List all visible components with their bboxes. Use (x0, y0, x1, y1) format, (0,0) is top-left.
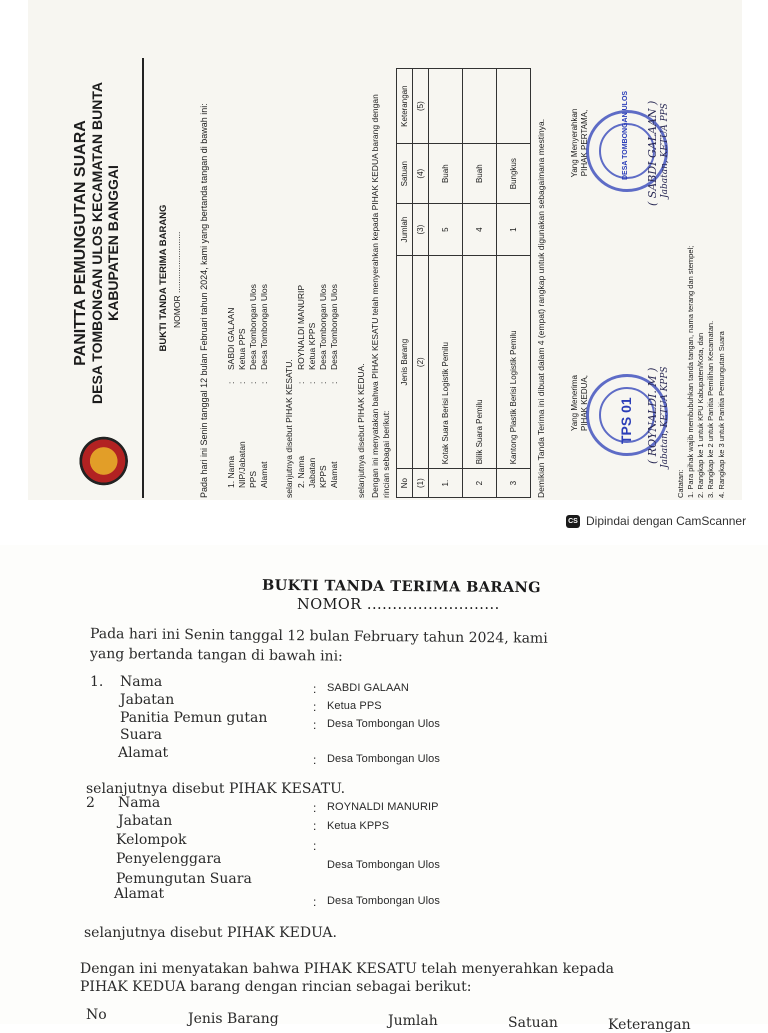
notes-section: Catatan: 1. Para pihak wajib membubuhkan tanda tangan, nama terang dan stempel; 2. Rangkap ke 1 untuk KPU Kabupaten/Kota, dan 3. Rangkap ke 2 untuk Panitia Pemilihan Kecamatan. 4. Rangkap ke 3 untuk Panitia Pemungutan Suara (676, 245, 726, 498)
giver-name: ( SABDI GALAAN ) (646, 100, 659, 206)
closing-paragraph: Demikian Tanda Terima ini dibuat dalam 4 (empat) rangkap untuk digunakan sebagaimana mestinya. (536, 118, 546, 498)
intro-line-2: yang bertanda tangan di bawah ini: (89, 646, 343, 665)
document-title: BUKTI TANDA TERIMA BARANG (158, 204, 169, 352)
recipient-role: Jabatan, KETUA KPPS (660, 366, 670, 468)
party-one-designation-large: selanjutnya disebut PIHAK KESATU. (86, 781, 346, 797)
value-alamat-2: Desa Tombongan Ulos (327, 895, 440, 907)
value-jabatan-2: Ketua KPPS (327, 820, 390, 832)
camscanner-watermark (566, 511, 746, 531)
document-number-large: NOMOR .......................... (297, 597, 500, 613)
camscanner-label: Dipindai dengan CamScanner (586, 514, 747, 528)
party-two-number: 2 (86, 795, 95, 811)
label-nama-2: Nama (118, 795, 161, 811)
tps-stamp-text: TPS 01 (618, 397, 634, 444)
document-number: NOMOR .......................... (172, 231, 182, 328)
party-two-fields: 2. Nama : ROYNALDI MANURIP Jabatan : Ketua KPPS KPPS : Desa Tombongan Ulos Alamat : Desa Tombongan Ulos (296, 284, 340, 488)
value-nama-1: SABDI GALAAN (327, 682, 409, 694)
table-header-keterangan: Keterangan (608, 1017, 691, 1033)
label-panitia-1: Panitia Pemun gutan (120, 710, 268, 726)
value-nama-2: ROYNALDI MANURIP (327, 801, 439, 813)
party-one-number: 1. (90, 674, 104, 690)
table-header-jenis: Jenis Barang (188, 1011, 279, 1027)
kpu-logo-icon (74, 436, 128, 486)
value-alamat-1: Desa Tombongan Ulos (327, 753, 440, 765)
label-pemungutan-2: Pemungutan Suara (116, 871, 252, 887)
enlarged-page: BUKTI TANDA TERIMA BARANG NOMOR .......................... Pada hari ini Senin tanggal 12 bulan February tahun 2024, kami yang bertanda tangan di bawah ini: 1. Nama Jabatan Panitia Pemun gutan Suara Alamat : : : : SABDI GALAAN Ketua PPS Desa Tombongan Ulos Desa Tombongan Ulos selanjutnya disebut PIHAK KESATU. 2 Nama Jabatan Kelompok Penyelenggara Pemungutan Suara Alamat : : : : ROYNALDI MANURIP Ketua KPPS Desa Tombongan Ulos Desa Tombongan Ulos selanjutnya disebut PIHAK KEDUA. Dengan ini menyatakan bahwa PIHAK KESATU telah menyerahkan kepada PIHAK KEDUA barang dengan rincian sebagai berikut: No Jenis Barang Jumlah Satuan Keterangan (0, 545, 768, 1024)
letterhead-line-1: PANITTA PEMUNGUTAN SUARA (72, 120, 89, 366)
giver-signature-block: Yang Menyerahkan PIHAK PERTAMA, (570, 108, 590, 178)
value-panitia-1: Desa Tombongan Ulos (327, 718, 440, 730)
label-penyelenggara-2: Penyelenggara (116, 851, 222, 867)
letterhead-line-3: KABUPATEN BANGGAI (104, 165, 121, 321)
party-one-designation: selanjutnya disebut PIHAK KESATU. (284, 359, 294, 498)
statement-line-1: Dengan ini menyatakan bahwa PIHAK KESATU telah menyerahkan kepada (80, 961, 615, 977)
party-one-fields: 1. Nama : SABDI GALAAN NIP/Jabatan : Ketua PPS PPS : Desa Tombongan Ulos Alamat : Desa Tombongan Ulos (226, 284, 270, 488)
table-row: 2 Bilik Suara Pemilu 4 Buah (463, 69, 497, 498)
intro-line-1: Pada hari ini Senin tanggal 12 bulan February tahun 2024, kami (89, 626, 548, 647)
scanned-sheet (28, 0, 742, 500)
intro-paragraph: Pada hari ini Senin tanggal 12 bulan Februari tahun 2024, kami yang bertanda tangan di bawah ini: (199, 103, 209, 498)
label-kelompok-2: Kelompok (116, 832, 187, 848)
table-header-satuan: Satuan (508, 1015, 558, 1031)
table-row: 1. Kotak Suara Berisi Logistik Pemilu 5 Buah (429, 69, 463, 498)
handover-statement: Dengan ini menyatakan bahwa PIHAK KESATU telah menyerahkan kepada PIHAK KEDUA barang dengan rincian sebagai berikut: (370, 94, 392, 498)
recipient-signature-block: Yang Menerima PIHAK KEDUA, (570, 375, 590, 432)
pps-stamp-text: DESA TOMBONGAN ULOS (622, 90, 629, 180)
label-alamat-1: Alamat (118, 745, 169, 761)
value-jabatan-1: Ketua PPS (327, 700, 382, 712)
table-header-row: No Jenis Barang Jumlah Satuan Keterangan (397, 69, 413, 498)
document-title-large: BUKTI TANDA TERIMA BARANG (261, 576, 542, 597)
camscanner-logo-icon: CS (566, 515, 580, 528)
party-two-designation-large: selanjutnya disebut PIHAK KEDUA. (84, 925, 337, 941)
letterhead-line-2: DESA TOMBONGAN ULOS KECAMATAN BUNTA (88, 82, 105, 404)
giver-role: Jabatan, KETUA PPS (660, 103, 670, 198)
label-jabatan-2: Jabatan (118, 813, 173, 829)
label-alamat-2: Alamat (114, 886, 165, 902)
label-suara-1: Suara (120, 727, 162, 743)
recipient-name: ( ROYNALDI. M ) (646, 367, 659, 464)
rotated-document (66, 58, 746, 498)
letterhead (66, 58, 144, 498)
label-nama-1: Nama (120, 674, 163, 690)
party-two-designation: selanjutnya disebut PIHAK KEDUA. (356, 363, 366, 498)
table-row: 3 Kantong Plastik Berisi Logistik Pemilu 1 Bungkus (497, 69, 531, 498)
table-subheader-row: (1) (2) (3) (4) (5) (413, 69, 429, 498)
table-header-no: No (86, 1007, 107, 1023)
statement-line-2: PIHAK KEDUA barang dengan rincian sebagai berikut: (80, 979, 472, 995)
value-kelompok-2: Desa Tombongan Ulos (327, 859, 440, 871)
items-table (396, 68, 531, 498)
label-jabatan-1: Jabatan (120, 692, 175, 708)
table-header-jumlah: Jumlah (388, 1013, 438, 1029)
